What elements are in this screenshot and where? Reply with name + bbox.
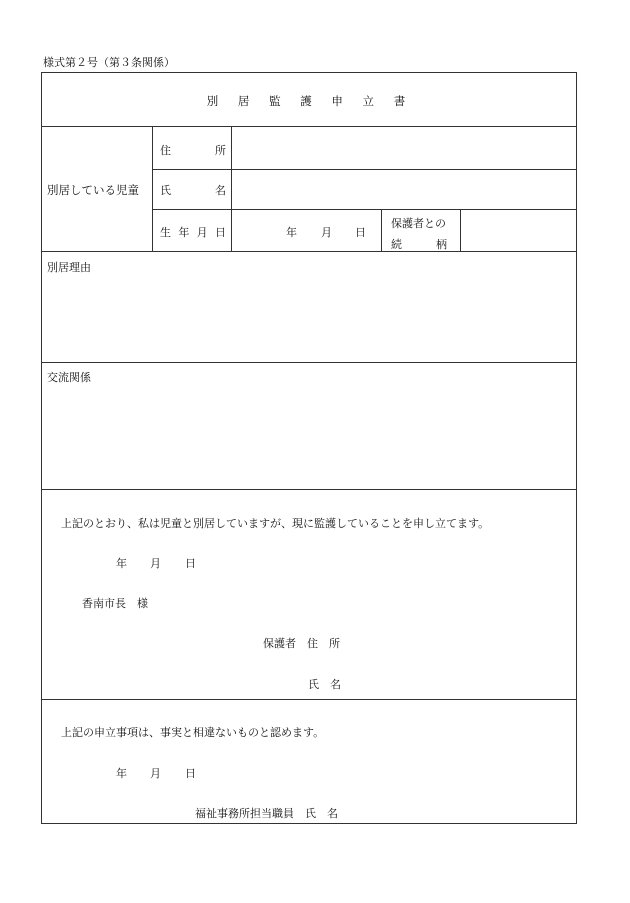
divider — [381, 209, 382, 251]
certification-year-unit: 年 — [116, 767, 127, 780]
certification-month-unit: 月 — [150, 767, 161, 780]
guardian-address-label: 保護者 住 所 — [263, 637, 340, 650]
relation-label-line2: 続 柄 — [391, 238, 447, 251]
birth-year-unit: 年 — [286, 226, 297, 239]
declaration-month-unit: 月 — [150, 557, 161, 570]
relation-label-line1: 保護者との — [391, 217, 446, 230]
guardian-address-field[interactable] — [360, 629, 560, 653]
form-title: 別 居 監 護 申 立 書 — [206, 94, 414, 108]
contact-label: 交流関係 — [47, 371, 91, 384]
child-address-field[interactable] — [232, 127, 576, 169]
guardian-name-label: 氏 名 — [308, 678, 341, 691]
birth-day-unit: 日 — [355, 226, 366, 239]
officer-label: 福祉事務所担当職員 氏 名 — [195, 807, 338, 820]
declaration-statement: 上記のとおり、私は児童と別居していますが、現に監護していることを申し立てます。 — [61, 517, 490, 530]
certification-day-unit: 日 — [185, 767, 196, 780]
form-frame — [41, 72, 577, 824]
certification-statement: 上記の申立事項は、事実と相違ないものと認めます。 — [61, 726, 325, 739]
divider — [152, 126, 153, 251]
divider — [42, 251, 576, 252]
form-number: 様式第２号（第３条関係） — [43, 56, 175, 69]
child-name-field[interactable] — [232, 170, 576, 209]
reason-field[interactable] — [43, 273, 575, 361]
divider — [42, 699, 576, 700]
relation-field[interactable] — [461, 210, 576, 251]
declaration-day-unit: 日 — [185, 557, 196, 570]
birth-month-unit: 月 — [321, 226, 332, 239]
declaration-year-unit: 年 — [116, 557, 127, 570]
divider — [42, 362, 576, 363]
birthdate-label: 生 年 月 日 — [160, 226, 226, 239]
name-label: 氏 名 — [160, 184, 226, 197]
addressee: 香南市長 様 — [82, 597, 148, 610]
reason-label: 別居理由 — [47, 261, 91, 274]
child-label: 別居している児童 — [47, 183, 139, 197]
contact-field[interactable] — [43, 383, 575, 488]
divider — [42, 489, 576, 490]
child-birthdate-field[interactable] — [232, 210, 381, 251]
guardian-name-field[interactable] — [360, 670, 560, 694]
address-label: 住 所 — [160, 144, 226, 157]
officer-name-field[interactable] — [360, 799, 560, 821]
